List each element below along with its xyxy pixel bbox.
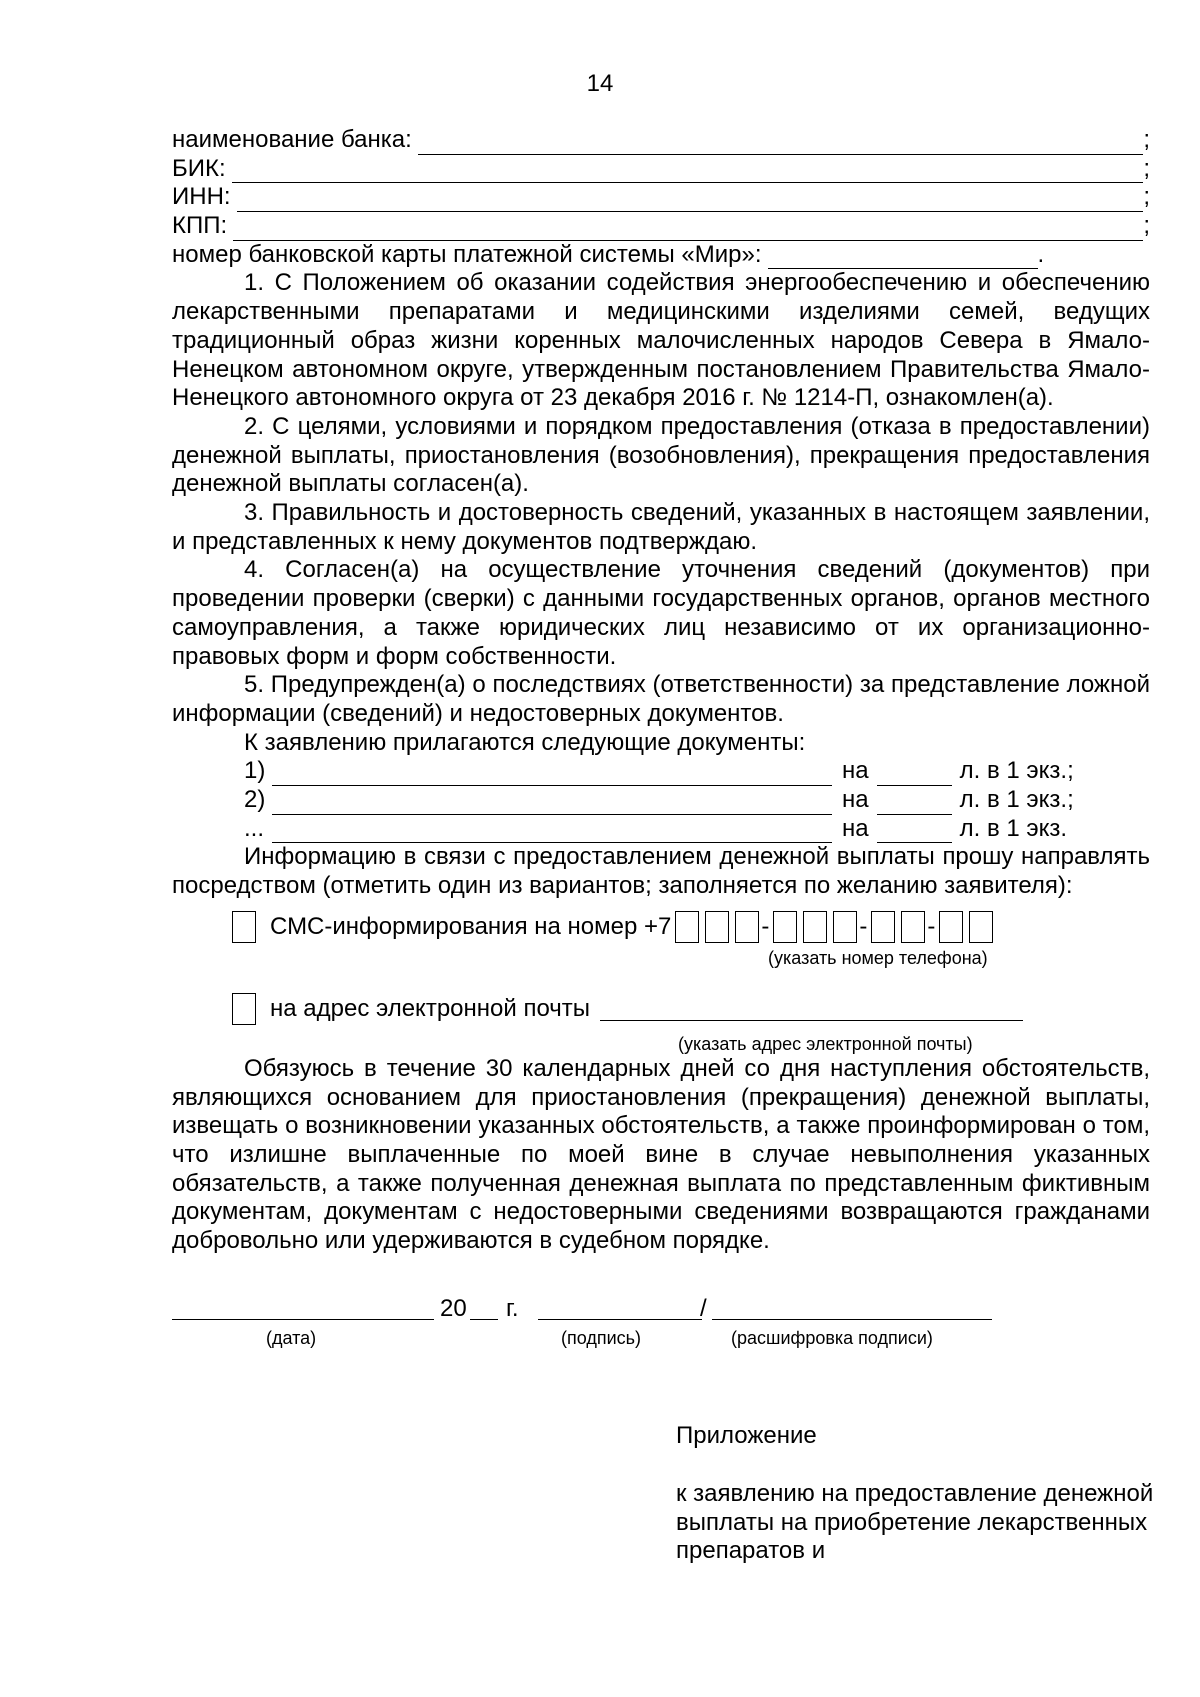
form-body (172, 126, 1150, 1348)
appendix-text: к заявлению на предоставление денежной выплаты на приобретение лекарственных препаратов и (676, 1480, 1154, 1565)
obligation-paragraph: Обязуюсь в течение 30 календарных дней со дня наступления обстоятельств, являющихся основанием для приостановления (прекращения) денежной выплаты, извещать о возникновении указанных обстоятельств, а также проинформирован о том, что излишне выплаченные по моей вине в случае невыполнения указанных обязательств, а также полученная денежная выплата по представленным фиктивным документам, документам с недостоверными сведениями возвращаются гражданами добровольно или удерживаются в судебном порядке. (172, 1054, 1150, 1255)
phone-digit-box[interactable] (901, 911, 925, 943)
attachment-mark: ... (244, 814, 265, 842)
kpp-field[interactable] (172, 212, 1150, 241)
paragraph-4: 4. Согласен(а) на осуществление уточнения сведений (документов) при проведении проверки (сверки) с данными государственных органов, органов местного самоуправления, а также юридических лиц независимо от их организационно-правовых форм и форм собственности. (172, 556, 1150, 670)
bank-name-field[interactable] (172, 126, 1150, 155)
phone-digit-box[interactable] (803, 911, 827, 943)
date-input-line[interactable] (172, 1318, 434, 1320)
phone-dash: - (761, 912, 770, 940)
attachment-na: на (842, 814, 869, 842)
attachment-name-line[interactable] (272, 821, 832, 843)
bik-input-line[interactable] (232, 161, 1144, 183)
attachment-mark: 2) (244, 786, 266, 814)
attachment-pages-line[interactable] (877, 793, 952, 815)
email-input-line[interactable] (600, 996, 1023, 1021)
attachment-mark: 1) (244, 757, 266, 785)
appendix-title: Приложение (676, 1422, 817, 1449)
phone-digit-box[interactable] (675, 911, 699, 943)
signature-slash: / (700, 1295, 707, 1323)
field-label: ИНН: (172, 183, 231, 211)
attachment-tail: л. в 1 экз. (959, 814, 1068, 842)
attachment-na: на (842, 757, 869, 785)
card-number-input-line[interactable] (768, 247, 1038, 269)
year-suffix: г. (506, 1295, 519, 1323)
phone-caption: (указать номер телефона) (768, 947, 988, 968)
attachments-heading: К заявлению прилагаются следующие документы: (244, 728, 806, 756)
phone-dash: - (859, 912, 868, 940)
signature-decode-input-line[interactable] (712, 1318, 992, 1320)
field-terminator: ; (1143, 154, 1150, 182)
inn-field[interactable] (172, 183, 1150, 212)
field-terminator: ; (1143, 125, 1150, 153)
card-number-field[interactable] (172, 241, 1150, 270)
field-label: наименование банка: (172, 125, 412, 153)
bank-name-input-line[interactable] (418, 133, 1144, 155)
email-option[interactable] (172, 989, 1150, 1029)
attachment-tail: л. в 1 экз.; (959, 757, 1074, 785)
sms-checkbox[interactable] (232, 911, 256, 943)
field-terminator: ; (1143, 183, 1150, 211)
phone-digit-box[interactable] (969, 911, 993, 943)
attachment-row[interactable] (172, 786, 1150, 815)
year-prefix: 20 (440, 1295, 467, 1323)
phone-digit-box[interactable] (939, 911, 963, 943)
signature-captions (172, 1324, 1150, 1348)
phone-digit-box[interactable] (871, 911, 895, 943)
signature-input-line[interactable] (538, 1318, 702, 1320)
phone-digit-box[interactable] (735, 911, 759, 943)
field-label: КПП: (172, 212, 228, 240)
attachment-pages-line[interactable] (877, 764, 952, 786)
attachment-row[interactable] (172, 757, 1150, 786)
phone-dash: - (927, 912, 936, 940)
phone-digit-box[interactable] (833, 911, 857, 943)
info-paragraph: Информацию в связи с предоставлением денежной выплаты прошу направлять посредством (отметить один из вариантов; заполняется по желанию заявителя): (172, 843, 1150, 900)
bik-field[interactable] (172, 155, 1150, 184)
field-label: номер банковской карты платежной системы «Мир»: (172, 240, 762, 268)
phone-digit-box[interactable] (773, 911, 797, 943)
page-number: 14 (586, 70, 614, 97)
signature-decode-caption: (расшифровка подписи) (731, 1327, 933, 1348)
email-option-label: на адрес электронной почты (270, 994, 591, 1022)
field-terminator: ; (1143, 212, 1150, 240)
attachment-name-line[interactable] (272, 793, 832, 815)
paragraph-5: 5. Предупрежден(а) о последствиях (ответственности) за представление ложной информации (сведений) и недостоверных документов. (172, 671, 1150, 727)
attachment-name-line[interactable] (272, 764, 832, 786)
attachment-tail: л. в 1 экз.; (959, 786, 1074, 814)
field-label: БИК: (172, 154, 226, 182)
paragraph-2: 2. С целями, условиями и порядком предоставления (отказа в предоставлении) денежной выплаты, приостановления (возобновления), прекращения предоставления денежной выплаты согласен(а). (172, 412, 1150, 498)
field-terminator: . (1037, 240, 1045, 268)
sms-option[interactable] (172, 907, 1150, 947)
phone-digit-box[interactable] (705, 911, 729, 943)
attachment-row[interactable] (172, 815, 1150, 844)
email-caption: (указать адрес электронной почты) (678, 1033, 973, 1054)
year-input-line[interactable] (470, 1318, 498, 1320)
date-caption: (дата) (266, 1327, 317, 1348)
signature-caption: (подпись) (561, 1327, 642, 1348)
email-checkbox[interactable] (232, 993, 256, 1025)
attachment-na: на (842, 786, 869, 814)
kpp-input-line[interactable] (233, 219, 1143, 241)
signature-row (172, 1292, 1150, 1324)
paragraph-1: 1. С Положением об оказании содействия энергообеспечению и обеспечению лекарственными препаратами и медицинскими изделиями семей, ведущих традиционный образ жизни коренных малочисленных народов Севера в Ямало-Ненецком автономном округе, утвержденным постановлением Правительства Ямало-Ненецкого автономного округа от 23 декабря 2016 г. № 1214-П, ознакомлен(а). (172, 269, 1150, 412)
sms-option-label: СМС-информирования на номер +7 (270, 912, 672, 940)
attachment-pages-line[interactable] (877, 821, 952, 843)
inn-input-line[interactable] (237, 190, 1144, 212)
paragraph-3: 3. Правильность и достоверность сведений, указанных в настоящем заявлении, и представленных к нему документов подтверждаю. (172, 499, 1150, 555)
